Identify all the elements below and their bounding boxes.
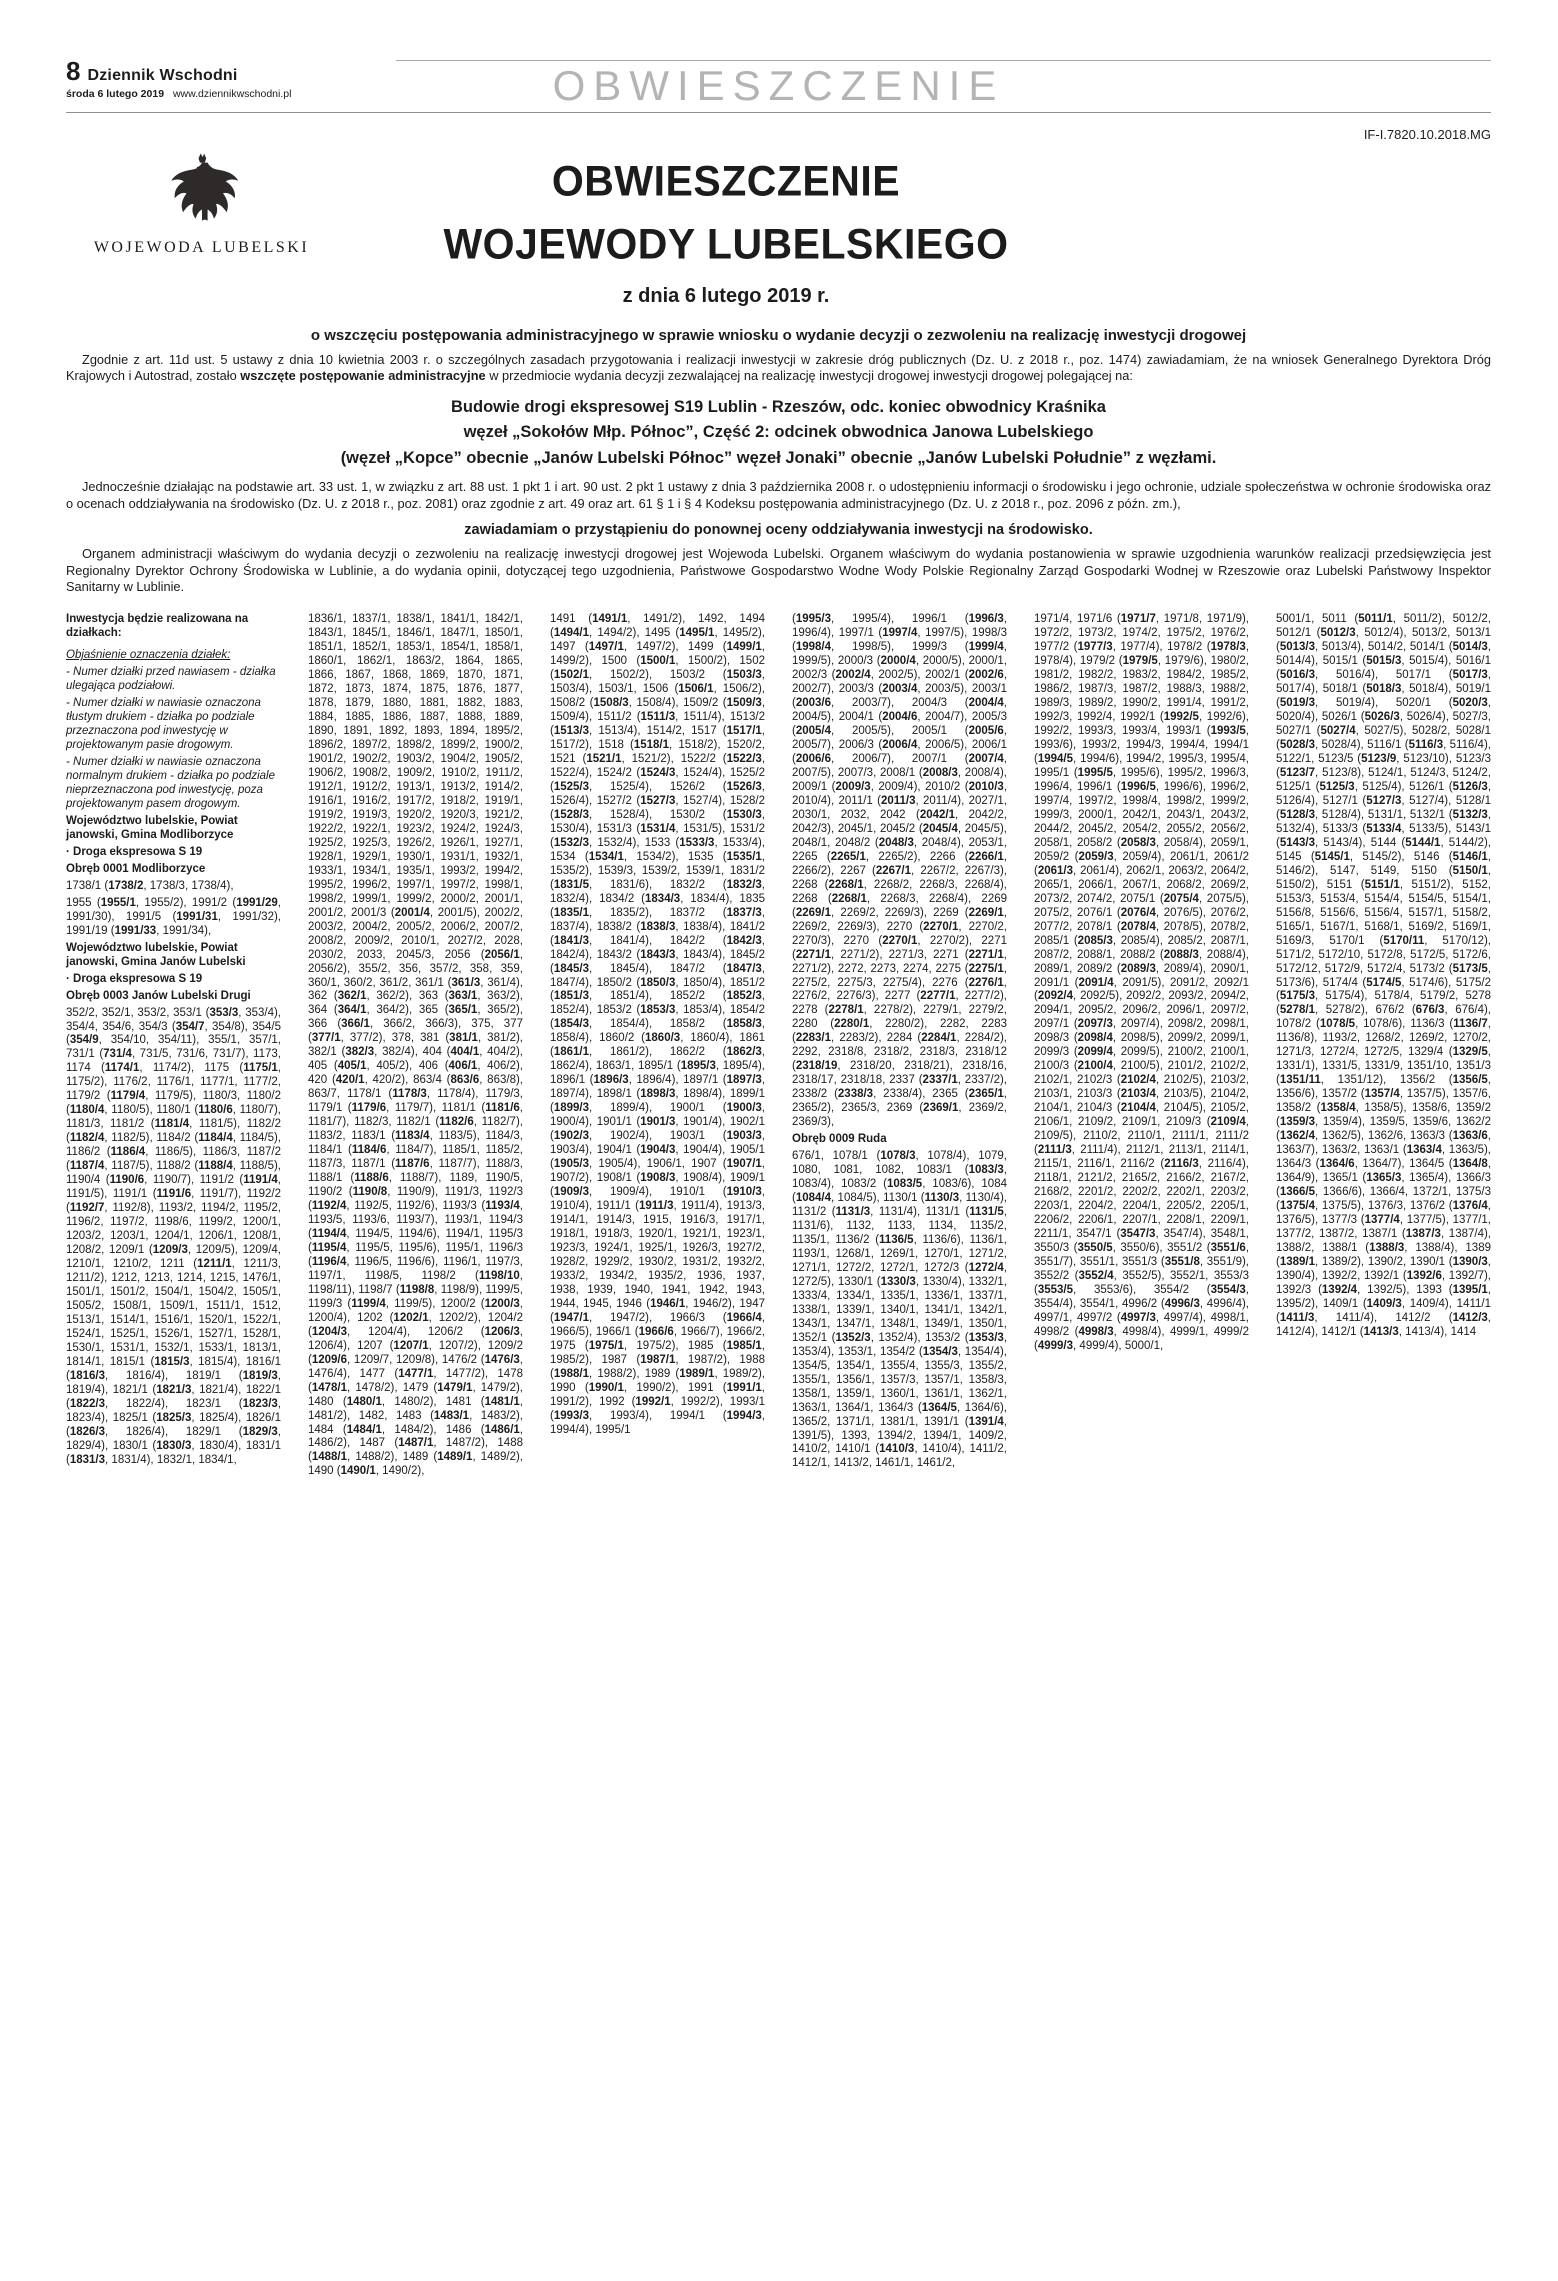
parcel-list: (1995/3, 1995/4), 1996/1 (1996/3, 1996/4), 1997/1 (1997/4, 1997/5), 1998/3 (1998/4, 1998/5), 1999/3 (1999/4, 1999/5), 2000/3 (2000/4, 2000/5), 2000/1, 2002/3 (2002/4, 2002/5), 2002/1 (2002/6, 2002/7), 2003/3 (2003/4, 2003/5), 2003/1 (2003/6, 2003/7), 2004/3 (2004/4, 2004/5), 2004/1 (2004/6, 2004/7), 2005/3 (2005/4, 2005/5), 2005/1 (2005/6, 2005/7), 2006/3 (2006/4, 2006/5), 2006/1 (2006/6, 2006/7), 2007/1 (2007/4, 2007/5), 2007/3, 2008/1 (2008/3, 2008/4), 2009/1 (2009/3, 2009/4), 2010/2 (2010/3, 2010/4), 2011/1 (2011/3, 2011/4), 2027/1, 2030/1, 2032, 2042 (2042/1, 2042/2, 2042/3), 2045/1, 2045/2 (2045/4, 2045/5), 2048/1, 2048/2 (2048/3, 2048/4), 2053/1, 2265 (2265/1, 2265/2), 2266 (2266/1, 2266/2), 2267 (2267/1, 2267/2, 2267/3), 2268 (2268/1, 2268/2, 2268/3, 2268/4), 2268 (2268/1, 2268/3, 2268/4), 2269 (2269/1, 2269/2, 2269/3), 2269 (2269/1, 2269/2, 2269/3), 2270 (2270/1, 2270/2, 2270/3), 2270 (2270/1, 2270/2), 2271 (2271/1, 2271/2), 2271/3, 2271 (2271/1, 2271/2), 2272, 2273, 2274, 2275 (2275/1, 2275/2, 2275/3, 2275/4), 2276 (2276/1, 2276/2, 2276/3), 2277 (2277/1, 2277/2), 2278 (2278/1, 2278/2), 2279/1, 2279/2, 2280 (2280/1, 2280/2), 2282, 2283 (2283/1, 2283/2), 2284 (2284/1, 2284/2), 2292, 2318/8, 2318/2, 2318/3, 2318/12 (2318/19, 2318/20, 2318/21), 2318/16, 2318/17, 2318/18, 2337 (2337/1, 2337/2), 2338/2 (2338/3, 2338/4), 2365 (2365/1, 2365/2), 2365/3, 2369 (2369/1, 2369/2, 2369/3), (792, 613, 1008, 1129)
region-heading: Inwestycja będzie realizowana na działkach: (66, 613, 249, 640)
legend-text: - Numer działki w nawiasie oznaczona normalnym drukiem - działka po podziale nieprzeznaczona pod inwestycję, poza projektowanym pasem drogowym. (66, 756, 276, 810)
intro-paragraph (66, 352, 1491, 385)
region-heading: Obręb 0009 Ruda (792, 1133, 887, 1146)
region-heading: Województwo lubelskie, Powiat janowski, Gmina Modliborzyce (66, 814, 238, 841)
parcel-column (308, 613, 523, 1482)
region-heading: Obręb 0003 Janów Lubelski Drugi (66, 989, 251, 1002)
parcel-column (66, 613, 281, 1482)
parcel-list: 1491 (1491/1, 1491/2), 1492, 1494 (1494/1, 1494/2), 1495 (1495/1, 1495/2), 1497 (1497/1, 1497/2), 1499 (1499/1, 1499/2), 1500 (1500/1, 1500/2), 1502 (1502/1, 1502/2), 1503/2 (1503/3, 1503/4), 1503/1, 1506 (1506/1, 1506/2), 1508/2 (1508/3, 1508/4), 1509/2 (1509/3, 1509/4), 1511/2 (1511/3, 1511/4), 1513/2 (1513/3, 1513/4), 1514/2, 1517 (1517/1, 1517/2), 1518 (1518/1, 1518/2), 1520/2, 1521 (1521/1, 1521/2), 1522/2 (1522/3, 1522/4), 1524/2 (1524/3, 1524/4), 1525/2 (1525/3, 1525/4), 1526/2 (1526/3, 1526/4), 1527/2 (1527/3, 1527/4), 1528/2 (1528/3, 1528/4), 1530/2 (1530/3, 1530/4), 1531/3 (1531/4, 1531/5), 1531/2 (1532/3, 1532/4), 1533 (1533/3, 1533/4), 1534 (1534/1, 1534/2), 1535 (1535/1, 1535/2), 1539/3, 1539/2, 1539/1, 1831/2 (1831/5, 1831/6), 1832/2 (1832/3, 1832/4), 1834/2 (1834/3, 1834/4), 1835 (1835/1, 1835/2), 1837/2 (1837/3, 1837/4), 1838/2 (1838/3, 1838/4), 1841/2 (1841/3, 1841/4), 1842/2 (1842/3, 1842/4), 1843/2 (1843/3, 1843/4), 1845/2 (1845/3, 1845/4), 1847/2 (1847/3, 1847/4), 1850/2 (1850/3, 1850/4), 1851/2 (1851/3, 1851/4), 1852/2 (1852/3, 1852/4), 1853/2 (1853/3, 1853/4), 1854/2 (1854/3, 1854/4), 1858/2 (1858/3, 1858/4), 1860/2 (1860/3, 1860/4), 1861 (1861/1, 1861/2), 1862/2 (1862/3, 1862/4), 1863/1, 1895/1 (1895/3, 1895/4), 1896/1 (1896/3, 1896/4), 1897/1 (1897/3, 1897/4), 1898/1 (1898/3, 1898/4), 1899/1 (1899/3, 1899/4), 1900/1 (1900/3, 1900/4), 1901/1 (1901/3, 1901/4), 1902/1 (1902/3, 1902/4), 1903/1 (1903/3, 1903/4), 1904/1 (1904/3, 1904/4), 1905/1 (1905/3, 1905/4), 1906/1, 1907 (1907/1, 1907/2), 1908/1 (1908/3, 1908/4), 1909/1 (1909/3, 1909/4), 1910/1 (1910/3, 1910/4), 1911/1 (1911/3, 1911/4), 1913/3, 1914/1, 1914/3, 1915, 1916/3, 1917/1, 1918/1, 1918/3, 1920/1, 1921/1, 1923/1, 1923/3, 1924/1, 1925/1, 1926/3, 1927/2, 1928/2, 1929/2, 1930/2, 1931/2, 1932/2, 1933/2, 1934/2, 1935/2, 1936, 1937, 1938, 1939, 1940, 1941, 1942, 1943, 1944, 1945, 1946 (1946/1, 1946/2), 1947 (1947/1, 1947/2), 1966/3 (1966/4, 1966/5), 1966/1 (1966/6, 1966/7), 1966/2, 1975 (1975/1, 1975/2), 1985 (1985/1, 1985/2), 1987 (1987/1, 1987/2), 1988 (1988/1, 1988/2), 1989 (1989/1, 1989/2), 1990 (1990/1, 1990/2), 1991 (1991/1, 1991/2), 1992 (1992/1, 1992/2), 1993/1 (1993/3, 1993/4), 1994/1 (1994/3, 1994/4), 1995/1 (550, 613, 766, 1436)
masthead-left (66, 56, 396, 100)
parcel-list: 676/1, 1078/1 (1078/3, 1078/4), 1079, 1080, 1081, 1082, 1083/1 (1083/3, 1083/4), 1083/2 (1083/5, 1083/6), 1084 (1084/4, 1084/5), 1130/1 (1130/3, 1130/4), 1131/2 (1131/3, 1131/4), 1131/1 (1131/5, 1131/6), 1132, 1133, 1134, 1135/2, 1135/1, 1136/2 (1136/5, 1136/6), 1136/1, 1193/1, 1268/1, 1269/1, 1270/1, 1271/2, 1271/1, 1272/2, 1272/1, 1272/3 (1272/4, 1272/5), 1330/1 (1330/3, 1330/4), 1332/1, 1333/4, 1334/1, 1335/1, 1336/1, 1337/1, 1338/1, 1339/1, 1340/1, 1341/1, 1342/1, 1343/1, 1347/1, 1348/1, 1349/1, 1350/1, 1352/1 (1352/3, 1352/4), 1353/2 (1353/3, 1353/4), 1353/1, 1354/2 (1354/3, 1354/4), 1354/5, 1354/1, 1355/4, 1355/3, 1355/2, 1355/1, 1356/1, 1357/3, 1357/1, 1358/3, 1358/1, 1359/1, 1360/1, 1361/1, 1362/1, 1363/1, 1364/1, 1364/3 (1364/5, 1364/6), 1365/2, 1371/1, 1381/1, 1391/1 (1391/4, 1391/5), 1393, 1394/2, 1394/1, 1409/2, 1410/2, 1410/1 (1410/3, 1410/4), 1411/2, 1412/1, 1413/2, 1461/1, 1461/2, (792, 1150, 1008, 1470)
issue-date: środa 6 lutego 2019 (66, 88, 165, 100)
project-title (66, 395, 1491, 472)
parcel-list: 5001/1, 5011 (5011/1, 5011/2), 5012/2, 5012/1 (5012/3, 5012/4), 5013/2, 5013/1 (5013/3, 5013/4), 5014/2, 5014/1 (5014/3, 5014/4), 5015/1 (5015/3, 5015/4), 5016/1 (5016/3, 5016/4), 5017/1 (5017/3, 5017/4), 5018/1 (5018/3, 5018/4), 5019/1 (5019/3, 5019/4), 5020/1 (5020/3, 5020/4), 5026/1 (5026/3, 5026/4), 5027/3, 5027/1 (5027/4, 5027/5), 5028/2, 5028/1 (5028/3, 5028/4), 5116/1 (5116/3, 5116/4), 5122/1, 5123/5 (5123/9, 5123/10), 5123/3 (5123/7, 5123/8), 5124/1, 5124/3, 5124/2, 5125/1 (5125/3, 5125/4), 5126/1 (5126/3, 5126/4), 5127/1 (5127/3, 5127/4), 5128/1 (5128/3, 5128/4), 5131/1, 5132/1 (5132/3, 5132/4), 5133/3 (5133/4, 5133/5), 5143/1 (5143/3, 5143/4), 5144 (5144/1, 5144/2), 5145 (5145/1, 5145/2), 5146 (5146/1, 5146/2), 5147, 5149, 5150 (5150/1, 5150/2), 5151 (5151/1, 5151/2), 5152, 5153/3, 5153/4, 5154/4, 5154/5, 5154/1, 5156/8, 5156/6, 5156/4, 5157/1, 5158/2, 5165/1, 5167/1, 5168/1, 5169/2, 5169/1, 5169/3, 5170/1 (5170/11, 5170/12), 5171/2, 5172/10, 5172/8, 5172/5, 5172/6, 5172/12, 5172/9, 5172/4, 5173/2 (5173/5, 5173/6), 5174/4 (5174/5, 5174/6), 5175/2 (5175/3, 5175/4), 5178/4, 5179/2, 5278 (5278/1, 5278/2), 676/2 (676/3, 676/4), 1078/2 (1078/5, 1078/6), 1136/3 (1136/7, 1136/8), 1193/2, 1268/2, 1269/2, 1270/2, 1271/3, 1272/4, 1272/5, 1329/4 (1329/5, 1331/1), 1331/5, 1331/9, 1351/10, 1351/3 (1351/11, 1351/12), 1356/2 (1356/5, 1356/6), 1357/2 (1357/4, 1357/5), 1357/6, 1358/2 (1358/4, 1358/5), 1358/6, 1359/2 (1359/3, 1359/4), 1359/5, 1359/6, 1362/2 (1362/4, 1362/5), 1362/6, 1363/3 (1363/6, 1363/7), 1363/2, 1363/1 (1363/4, 1363/5), 1364/3 (1364/6, 1364/7), 1364/5 (1364/8, 1364/9), 1365/1 (1365/3, 1365/4), 1366/3 (1366/5, 1366/6), 1366/4, 1372/1, 1375/3 (1375/4, 1375/5), 1376/3, 1376/2 (1376/4, 1376/5), 1377/3 (1377/4, 1377/5), 1377/1, 1377/2, 1387/2, 1387/1 (1387/3, 1387/4), 1388/2, 1388/1 (1388/3, 1388/4), 1389 (1389/1, 1389/2), 1390/2, 1390/1 (1390/3, 1390/4), 1392/2, 1392/1 (1392/6, 1392/7), 1392/3 (1392/4, 1392/5), 1393 (1395/1, 1395/2), 1409/1 (1409/3, 1409/4), 1411/1 (1411/3, 1411/4), 1412/2 (1412/3, 1412/4), 1412/1 (1413/3, 1413/4), 1414 (1276, 613, 1492, 1338)
project-title-line-1: Budowie drogi ekspresowej S19 Lublin - Rzeszów, odc. koniec obwodnicy Kraśnika (451, 397, 1106, 416)
intro-text-2: w przedmiocie wydania decyzji zezwalającej na realizację inwestycji drogowej inwestycji drogowej polegającej na: (489, 368, 1133, 384)
project-title-line-2: węzeł „Sokołów Młp. Północ”, Część 2: odcinek obwodnica Janowa Lubelskiego (463, 423, 1094, 442)
region-heading: · Droga ekspresowa S 19 (66, 972, 203, 985)
main-title-block (126, 147, 1326, 308)
issuer-name: WOJEWODA LUBELSKI (93, 239, 310, 256)
parcel-list: 1836/1, 1837/1, 1838/1, 1841/1, 1842/1, 1843/1, 1845/1, 1846/1, 1847/1, 1850/1, 1851/1, 1852/1, 1853/1, 1854/1, 1858/1, 1860/1, 1862/1, 1863/2, 1864, 1865, 1866, 1867, 1868, 1869, 1870, 1871, 1872, 1873, 1874, 1875, 1876, 1877, 1878, 1879, 1880, 1881, 1882, 1883, 1884, 1885, 1886, 1887, 1888, 1889, 1890, 1891, 1892, 1893, 1894, 1895/2, 1896/2, 1897/2, 1898/2, 1899/2, 1900/2, 1901/2, 1902/2, 1903/2, 1904/2, 1905/2, 1906/2, 1908/2, 1909/2, 1910/2, 1911/2, 1912/1, 1912/2, 1913/1, 1913/2, 1914/2, 1916/1, 1916/2, 1917/2, 1918/2, 1919/1, 1919/2, 1919/3, 1920/2, 1920/3, 1921/2, 1922/2, 1922/1, 1923/2, 1924/2, 1924/3, 1925/2, 1925/3, 1926/2, 1926/1, 1927/1, 1928/1, 1929/1, 1930/1, 1931/1, 1932/1, 1933/1, 1934/1, 1935/1, 1993/2, 1994/2, 1995/2, 1996/2, 1997/1, 1997/2, 1998/1, 1998/2, 1999/1, 1999/2, 2000/2, 2001/1, 2001/2, 2001/3 (2001/4, 2001/5), 2002/2, 2003/2, 2004/2, 2005/2, 2006/2, 2007/2, 2008/2, 2009/2, 2010/1, 2027/2, 2028, 2030/2, 2033, 2045/3, 2056 (2056/1, 2056/2), 355/2, 356, 357/2, 358, 359, 360/1, 360/2, 361/2, 361/1 (361/3, 361/4), 362 (362/1, 362/2), 363 (363/1, 363/2), 364 (364/1, 364/2), 365 (365/1, 365/2), 366 (366/1, 366/2, 366/3), 375, 377 (377/1, 377/2), 378, 381 (381/1, 381/2), 382/1 (382/3, 382/4), 404 (404/1, 404/2), 405 (405/1, 405/2), 406 (406/1, 406/2), 420 (420/1, 420/2), 863/4 (863/6, 863/8), 863/7, 1178/1 (1178/3, 1178/4), 1179/3, 1179/1 (1179/6, 1179/7), 1181/1 (1181/6, 1181/7), 1182/3, 1182/1 (1182/6, 1182/7), 1183/2, 1183/1 (1183/4, 1183/5), 1184/3, 1184/1 (1184/6, 1184/7), 1185/1, 1185/2, 1187/3, 1187/1 (1187/6, 1187/7), 1188/3, 1188/1 (1188/6, 1188/7), 1189, 1190/5, 1190/2 (1190/8, 1190/9), 1191/3, 1192/3 (1192/4, 1192/5, 1192/6), 1193/3 (1193/4, 1193/5, 1193/6, 1193/7), 1193/1, 1194/3 (1194/4, 1194/5, 1194/6), 1194/1, 1195/3 (1195/4, 1195/5, 1195/6), 1195/1, 1196/3 (1196/4, 1196/5, 1196/6), 1196/1, 1197/3, 1197/1, 1198/5, 1198/2 (1198/10, 1198/11), 1198/7 (1198/8, 1198/9), 1199/5, 1199/3 (1199/4, 1199/5), 1200/2 (1200/3, 1200/4), 1202 (1202/1, 1202/2), 1204/2 (1204/3, 1204/4), 1206/2 (1206/3, 1206/4), 1207 (1207/1, 1207/2), 1209/2 (1209/6, 1209/7, 1209/8), 1476/2 (1476/3, 1476/4), 1477 (1477/1, 1477/2), 1478 (1478/1, 1478/2), 1479 (1479/1, 1479/2), 1480 (1480/1, 1480/2), 1481 (1481/1, 1481/2), 1482, 1483 (1483/1, 1483/2), 1484 (1484/1, 1484/2), 1486 (1486/1, 1486/2), 1487 (1487/1, 1487/2), 1488 (1488/1, 1488/2), 1489 (1489/1, 1489/2), 1490 (1490/1, 1490/2), (308, 613, 524, 1478)
authorities-paragraph: Organem administracji właściwym do wydania decyzji o zezwoleniu na realizację inwestycji drogowej jest Wojewoda Lubelski. Organem właściwym do wydania postanowienia w sprawie uzgodnienia warunków realizacji przedsięwzięcia jest Regionalny Dyrektor Ochrony Środowiska w Lublinie, a do wydania opinii, dotyczącej tego uzgodnienia, Państwowe Gospodarstwo Wodne Wody Polskie Regionalny Zarząd Gospodarki Wodnej w Rzeszowie oraz Lubelski Państwowy Inspektor Sanitarny w Lublinie. (66, 546, 1491, 594)
region-heading: · Droga ekspresowa S 19 (66, 845, 203, 858)
subject-heading: o wszczęciu postępowania administracyjnego w sprawie wniosku o wydanie decyzji o zezwoleniu na realizację inwestycji drogowej (310, 327, 1247, 344)
parcel-list: 352/2, 352/1, 353/2, 353/1 (353/3, 353/4), 354/4, 354/6, 354/3 (354/7, 354/8), 354/5 (354/9, 354/10, 354/11), 355/1, 357/1, 731/1 (731/4, 731/5, 731/6, 731/7), 1173, 1174 (1174/1, 1174/2), 1175 (1175/1, 1175/2), 1176/2, 1176/1, 1177/1, 1177/2, 1179/2 (1179/4, 1179/5), 1180/3, 1180/2 (1180/4, 1180/5), 1180/1 (1180/6, 1180/7), 1181/3, 1181/2 (1181/4, 1181/5), 1182/2 (1182/4, 1182/5), 1184/2 (1184/4, 1184/5), 1186/2 (1186/4, 1186/5), 1186/3, 1187/2 (1187/4, 1187/5), 1188/2 (1188/4, 1188/5), 1190/4 (1190/6, 1190/7), 1191/2 (1191/4, 1191/5), 1191/1 (1191/6, 1191/7), 1192/2 (1192/7, 1192/8), 1193/2, 1194/2, 1195/2, 1196/2, 1197/2, 1198/6, 1199/2, 1200/1, 1203/2, 1203/1, 1204/1, 1206/1, 1208/1, 1208/2, 1209/1 (1209/3, 1209/5), 1209/4, 1210/1, 1210/2, 1211 (1211/1, 1211/3, 1211/2), 1212, 1213, 1214, 1215, 1476/1, 1501/1, 1501/2, 1504/1, 1504/2, 1505/1, 1505/2, 1508/1, 1509/1, 1511/1, 1512, 1513/1, 1514/1, 1516/1, 1520/1, 1522/1, 1524/1, 1525/1, 1526/1, 1527/1, 1528/1, 1530/1, 1531/1, 1532/1, 1533/1, 1813/1, 1814/1, 1815/1 (1815/3, 1815/4), 1816/1 (1816/3, 1816/4), 1819/1 (1819/3, 1819/4), 1821/1 (1821/3, 1821/4), 1822/1 (1822/3, 1822/4), 1823/1 (1823/3, 1823/4), 1825/1 (1825/3, 1825/4), 1826/1 (1826/3, 1826/4), 1829/1 (1829/3, 1829/4), 1830/1 (1830/3, 1830/4), 1831/1 (1831/3, 1831/4), 1832/1, 1834/1, (66, 1006, 282, 1466)
section-title: OBWIESZCZENIE (552, 62, 1005, 109)
announcement-header (66, 147, 1491, 325)
parcel-list: 1955 (1955/1, 1955/2), 1991/2 (1991/29, 1991/30), 1991/5 (1991/31, 1991/32), 1991/19 (1991/33, 1991/34), (66, 896, 281, 937)
case-reference-number: IF-I.7820.10.2018.MG (1363, 127, 1491, 142)
legend-text: Objaśnienie oznaczenia działek: (66, 649, 231, 662)
masthead (66, 52, 1491, 113)
intro-bold-text: wszczęte postępowanie administracyjne (240, 368, 486, 384)
parcel-column (1276, 613, 1491, 1482)
region-heading: Województwo lubelskie, Powiat janowski, Gmina Janów Lubelski (66, 941, 246, 968)
paper-name: Dziennik Wschodni (87, 67, 238, 84)
legend-text: - Numer działki przed nawiasem - działka ulegająca podziałowi. (66, 666, 276, 693)
legend-text: - Numer działki w nawiasie oznaczona tłustym drukiem - działka po podziale przeznaczona pod inwestycję w projektowanym pasie drogowym. (66, 697, 261, 752)
page-number: 8 (66, 56, 81, 86)
region-heading: Obręb 0001 Modliborzyce (66, 862, 206, 875)
main-title-line-2: WOJEWODY LUBELSKIEGO (443, 219, 1009, 269)
main-title-line-1: OBWIESZCZENIE (551, 156, 901, 206)
divider (396, 60, 1491, 61)
announcement-line: zawiadamiam o przystąpieniu do ponownej oceny oddziaływania inwestycji na środowisko. (464, 522, 1093, 539)
parcel-column (550, 613, 765, 1482)
project-title-line-3: (węzeł „Kopce” obecnie „Janów Lubelski Północ” węzeł Jonaki” obecnie „Janów Lubelski Południe” z węzłami. (340, 448, 1217, 467)
legal-basis-paragraph: Jednocześnie działając na podstawie art. 33 ust. 1, w związku z art. 88 ust. 1 pkt 1 i art. 90 ust. 2 pkt 1 ustawy z dnia 3 października 2008 r. o udostępnieniu informacji o środowisku i jego ochronie, udziale społeczeństwa w ochronie środowiska oraz o ocenach oddziaływania na środowisko (Dz. U. z 2018 r., poz. 2081) oraz zgodnie z art. 49 oraz art. 61 § 1 i § 4 Kodeksu postępowania administracyjnego (Dz. U. z 2018 r., poz. 2096 z późn. zm.), (66, 479, 1491, 511)
paper-website-link[interactable]: www.dziennikwschodni.pl (172, 88, 292, 100)
parcel-columns (66, 613, 1491, 1482)
date-heading: z dnia 6 lutego 2019 r. (622, 285, 830, 307)
intro-text-1: Zgodnie z art. 11d ust. 5 ustawy z dnia 10 kwietnia 2003 r. o szczególnych zasadach przygotowania i realizacji inwestycji w zakresie dróg publicznych (Dz. U. z 2018 r., poz. 1474) zawiadamiam, że na wniosek Generalnego Dyrektora Dróg Krajowych i Autostrad, zostało (66, 352, 1491, 384)
parcel-column (1034, 613, 1249, 1482)
parcel-list: 1971/4, 1971/6 (1971/7, 1971/8, 1971/9), 1972/2, 1973/2, 1974/2, 1975/2, 1976/2, 1977/2 (1977/3, 1977/4), 1978/2 (1978/3, 1978/4), 1979/2 (1979/5, 1979/6), 1980/2, 1981/2, 1982/2, 1983/2, 1984/2, 1985/2, 1986/2, 1987/3, 1987/2, 1988/3, 1988/2, 1989/3, 1989/2, 1990/2, 1991/4, 1991/2, 1992/3, 1992/4, 1992/1 (1992/5, 1992/6), 1992/2, 1993/3, 1993/4, 1993/1 (1993/5, 1993/6), 1993/2, 1994/3, 1994/4, 1994/1 (1994/5, 1994/6), 1994/2, 1995/3, 1995/4, 1995/1 (1995/5, 1995/6), 1995/2, 1996/3, 1996/4, 1996/1 (1996/5, 1996/6), 1996/2, 1997/4, 1997/2, 1998/4, 1998/2, 1999/2, 1999/3, 2000/1, 2042/1, 2043/1, 2043/2, 2044/2, 2045/2, 2054/2, 2055/2, 2056/2, 2058/1, 2058/2 (2058/3, 2058/4), 2059/1, 2059/2 (2059/3, 2059/4), 2061/1, 2061/2 (2061/3, 2061/4), 2062/1, 2063/2, 2064/2, 2065/1, 2066/1, 2067/1, 2068/2, 2069/2, 2073/2, 2074/2, 2075/1 (2075/4, 2075/5), 2075/2, 2076/1 (2076/4, 2076/5), 2076/2, 2077/2, 2078/1 (2078/4, 2078/5), 2078/2, 2085/1 (2085/3, 2085/4), 2085/2, 2087/1, 2087/2, 2088/1, 2088/2 (2088/3, 2088/4), 2089/1, 2089/2 (2089/3, 2089/4), 2090/1, 2091/1 (2091/4, 2091/5), 2091/2, 2092/1 (2092/4, 2092/5), 2092/2, 2093/2, 2094/2, 2094/1, 2095/2, 2096/2, 2096/1, 2097/2, 2097/1 (2097/3, 2097/4), 2098/2, 2098/1, 2098/3 (2098/4, 2098/5), 2099/2, 2099/1, 2099/3 (2099/4, 2099/5), 2100/2, 2100/1, 2100/3 (2100/4, 2100/5), 2101/2, 2102/2, 2102/1, 2102/3 (2102/4, 2102/5), 2103/2, 2103/1, 2103/3 (2103/4, 2103/5), 2104/2, 2104/1, 2104/3 (2104/4, 2104/5), 2105/2, 2106/1, 2109/2, 2109/1, 2109/3 (2109/4, 2109/5), 2110/2, 2110/1, 2111/1, 2111/2 (2111/3, 2111/4), 2112/1, 2113/1, 2114/1, 2115/1, 2116/1, 2116/2 (2116/3, 2116/4), 2118/1, 2121/2, 2165/2, 2166/2, 2167/2, 2168/2, 2201/2, 2202/2, 2202/1, 2203/2, 2203/1, 2204/2, 2204/1, 2205/2, 2205/1, 2206/2, 2206/1, 2207/1, 2208/1, 2209/1, 2211/1, 3547/1 (3547/3, 3547/4), 3548/1, 3550/3 (3550/5, 3550/6), 3551/2 (3551/6, 3551/7), 3551/1, 3551/3 (3551/8, 3551/9), 3552/2 (3552/4, 3552/5), 3552/1, 3553/3 (3553/5, 3553/6), 3554/2 (3554/3, 3554/4), 3554/1, 4996/2 (4996/3, 4996/4), 4997/1, 4997/2 (4997/3, 4997/4), 4998/1, 4998/2 (4998/3, 4998/4), 4999/1, 4999/2 (4999/3, 4999/4), 5000/1, (1034, 613, 1250, 1352)
parcel-column (792, 613, 1007, 1482)
parcel-list: 1738/1 (1738/2, 1738/3, 1738/4), (66, 879, 234, 892)
